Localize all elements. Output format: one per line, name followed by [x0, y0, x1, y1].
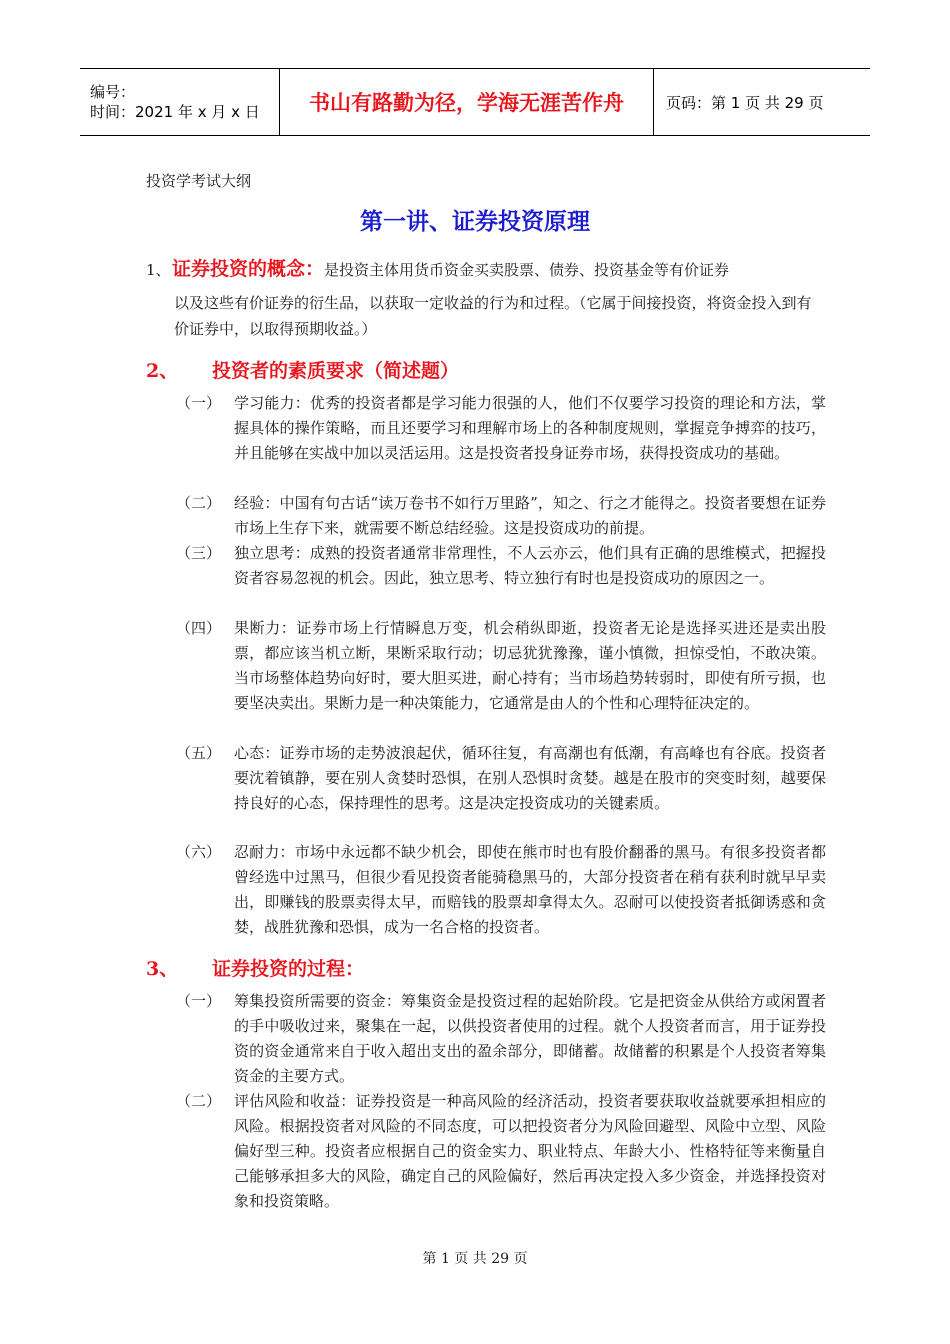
header-number-label: 编号： [90, 83, 136, 101]
page-title: 第一讲、证券投资原理 [360, 208, 590, 235]
list-item-text: 独立思考：成熟的投资者通常非常理性，不人云亦云，他们具有正确的思维模式，把握投资者容易忽视的机会。因此，独立思考、特立独行有时也是投资成功的原因之一。 [234, 544, 826, 587]
list-item-label: （一） [176, 394, 222, 412]
header-page-info [654, 69, 870, 135]
list-item-label: （四） [176, 619, 222, 637]
section-1-line1: 是投资主体用货币资金买卖股票、债券、投资基金等有价证券 [324, 261, 730, 279]
list-item [176, 741, 826, 816]
list-item [176, 391, 826, 466]
header-page-info-text: 页码：第 1 页 共 29 页 [666, 93, 824, 112]
doc-label: 投资学考试大纲 [146, 172, 252, 190]
header-motto-text: 书山有路勤为径，学海无涯苦作舟 [309, 91, 624, 115]
section-3-number: 3、 [146, 958, 179, 980]
list-item-label: （三） [176, 544, 222, 562]
list-item [176, 989, 826, 1089]
section-1-heading [146, 256, 826, 283]
list-item-label: （二） [176, 1092, 222, 1110]
list-item-label: （一） [176, 992, 222, 1010]
list-item [176, 840, 826, 940]
list-item-label: （五） [176, 744, 222, 762]
list-item-label: （二） [176, 494, 222, 512]
list-item-text: 评估风险和收益：证券投资是一种高风险的经济活动，投资者要获取收益就要承担相应的风险。根据投资者对风险的不同态度，可以把投资者分为风险回避型、风险中立型、风险偏好型三种。投资者应根据自己的资金实力、职业特点、年龄大小、性格特征等来衡量自己能够承担多大的风险，确定自己的风险偏好，然后再决定投入多少资金，并选择投资对象和投资策略。 [234, 1092, 826, 1210]
header-meta [80, 69, 280, 135]
list-item-label: （六） [176, 843, 222, 861]
list-item-text: 果断力：证券市场上行情瞬息万变，机会稍纵即逝，投资者无论是选择买进还是卖出股票，都应该当机立断，果断采取行动；切忌犹犹豫豫，谨小慎微，担惊受怕，不敢决策。当市场整体趋势向好时，要大胆买进，耐心持有；当市场趋势转弱时，即使有所亏损，也要坚决卖出。果断力是一种决策能力，它通常是由人的个性和心理特征决定的。 [234, 619, 826, 712]
header-time-label: 时间：2021 年 x 月 x 日 [90, 103, 260, 121]
list-item [176, 616, 826, 716]
section-3-title: 证券投资的过程： [212, 958, 365, 980]
section-1-continuation: 以及这些有价证券的衍生品，以获取一定收益的行为和过程。（它属于间接投资，将资金投入到有价证券中，以取得预期收益。） [174, 294, 812, 338]
list-item [176, 1089, 826, 1214]
header-motto [280, 69, 654, 135]
section-1-term: 证券投资的概念： [172, 258, 325, 280]
list-item-text: 筹集投资所需要的资金：筹集资金是投资过程的起始阶段。它是把资金从供给方或闲置者的手中吸收过来，聚集在一起，以供投资者使用的过程。就个人投资者而言，用于证券投资的资金通常来自于收入超出支出的盈余部分，即储蓄。故储蓄的积累是个人投资者筹集资金的主要方式。 [234, 992, 826, 1085]
section-3-heading [146, 954, 364, 981]
list-item [176, 541, 826, 591]
header-table [80, 68, 870, 136]
list-item [176, 491, 826, 541]
list-item-text: 心态：证券市场的走势波浪起伏，循环往复，有高潮也有低潮，有高峰也有谷底。投资者要沈着镇静，要在别人贪婪时恐惧，在别人恐惧时贪婪。越是在股市的突变时刻，越要保持良好的心态，保持理性的思考。这是决定投资成功的关键素质。 [234, 744, 826, 812]
list-item-text: 学习能力：优秀的投资者都是学习能力很强的人，他们不仅要学习投资的理论和方法，掌握具体的操作策略，而且还要学习和理解市场上的各种制度规则，掌握竞争搏弈的技巧，并且能够在实战中加以灵活运用。这是投资者投身证券市场，获得投资成功的基础。 [234, 394, 826, 462]
list-item-text: 经验：中国有句古话“读万卷书不如行万里路”，知之、行之才能得之。投资者要想在证券市场上生存下来，就需要不断总结经验。这是投资成功的前提。 [234, 494, 826, 537]
section-2-heading [146, 356, 459, 383]
section-2-title: 投资者的素质要求（简述题） [212, 360, 460, 382]
section-1-number: 1、 [146, 261, 171, 279]
section-2-number: 2、 [146, 360, 179, 382]
page-footer: 第 1 页 共 29 页 [422, 1251, 528, 1267]
list-item-text: 忍耐力：市场中永远都不缺少机会，即使在熊市时也有股价翻番的黑马。有很多投资者都曾经选中过黑马，但很少看见投资者能骑稳黑马的，大部分投资者在稍有获利时就早早卖出，即赚钱的股票卖得太早，而赔钱的股票却拿得太久。忍耐可以使投资者抵御诱惑和贪婪，战胜犹豫和恐惧，成为一名合格的投资者。 [234, 843, 826, 936]
